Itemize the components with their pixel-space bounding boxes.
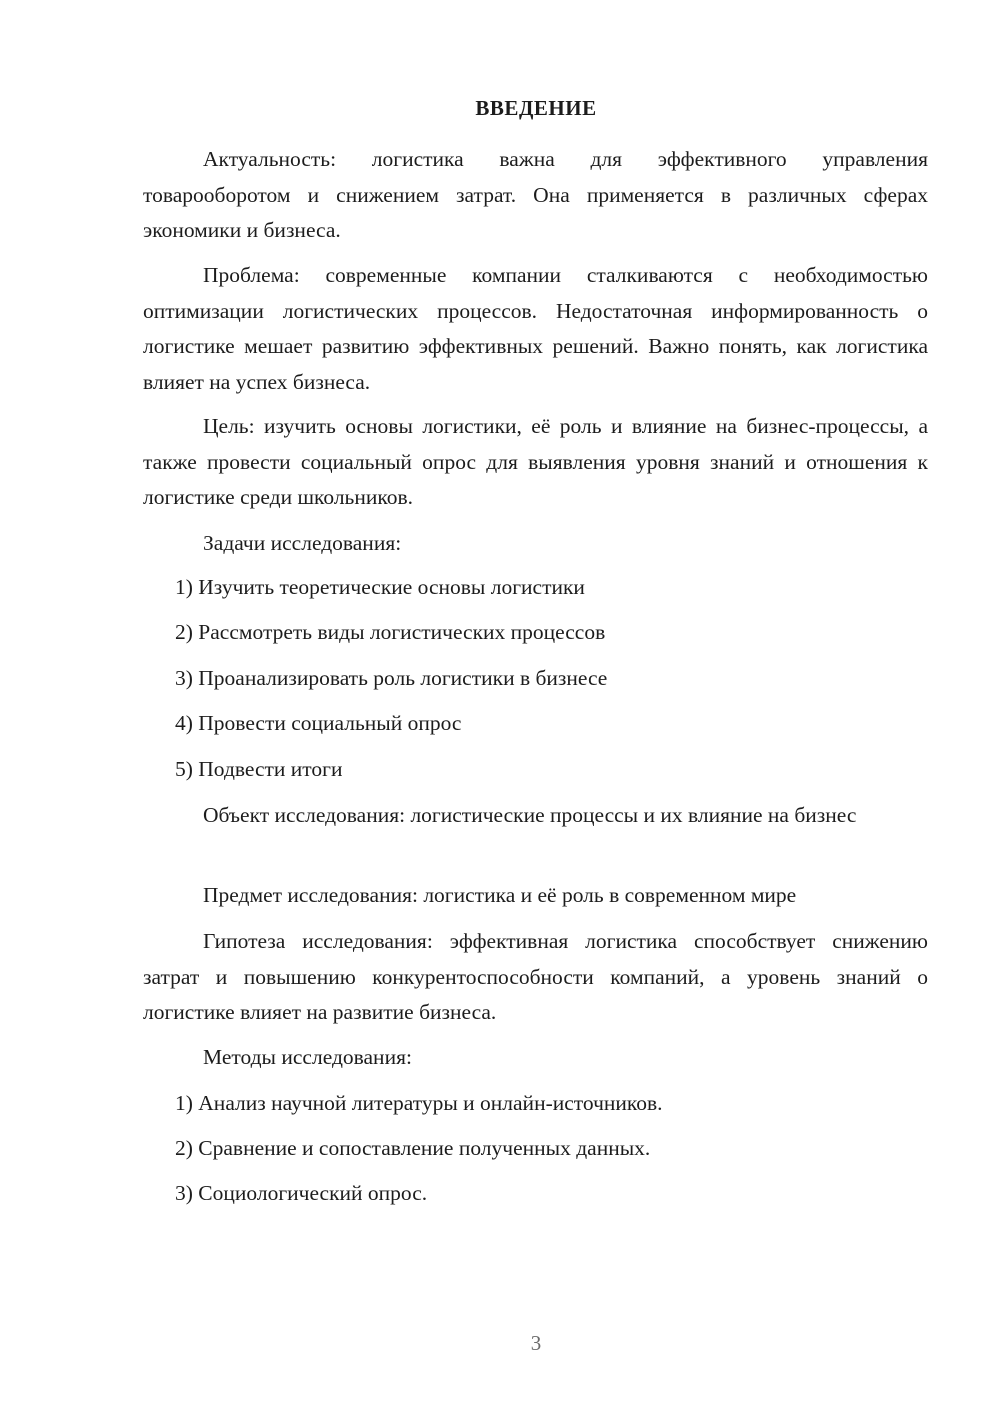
goal-paragraph: Цель: изучить основы логистики, её роль и влияние на бизнес-процессы, а также провести социальный опрос для выявления уровня знаний и отношения к логистике среди школьников.	[143, 414, 928, 509]
hypothesis-paragraph: Гипотеза исследования: эффективная логистика способствует снижению затрат и повышению конкурентоспособности компаний, а уровень знаний о логистике влияет на развитие бизнеса.	[143, 929, 928, 1024]
page-title: ВВЕДЕНИЕ	[475, 96, 597, 120]
relevance-paragraph: Актуальность: логистика важна для эффективного управления товарооборотом и снижением затрат. Она применяется в различных сферах экономики и бизнеса.	[143, 147, 928, 242]
task-item-5: 5) Подвести итоги	[175, 757, 343, 781]
method-item-2: 2) Сравнение и сопоставление полученных данных.	[175, 1136, 651, 1160]
object-paragraph: Объект исследования: логистические процессы и их влияние на бизнес	[203, 803, 857, 827]
task-item-3: 3) Проанализировать роль логистики в бизнесе	[175, 666, 608, 690]
page-number: 3	[530, 1331, 542, 1355]
method-item-1: 1) Анализ научной литературы и онлайн-источников.	[175, 1091, 663, 1115]
problem-paragraph: Проблема: современные компании сталкиваются с необходимостью оптимизации логистических процессов. Недостаточная информированность о логистике мешает развитию эффективных решений. Важно понять, как логистика влияет на успех бизнеса.	[143, 263, 928, 394]
task-item-4: 4) Провести социальный опрос	[175, 711, 462, 735]
subject-paragraph: Предмет исследования: логистика и её роль в современном мире	[203, 883, 797, 907]
task-item-2: 2) Рассмотреть виды логистических процессов	[175, 620, 606, 644]
task-item-1: 1) Изучить теоретические основы логистики	[175, 575, 585, 599]
tasks-heading: Задачи исследования:	[203, 531, 402, 555]
methods-heading: Методы исследования:	[203, 1045, 412, 1069]
method-item-3: 3) Социологический опрос.	[175, 1181, 428, 1205]
